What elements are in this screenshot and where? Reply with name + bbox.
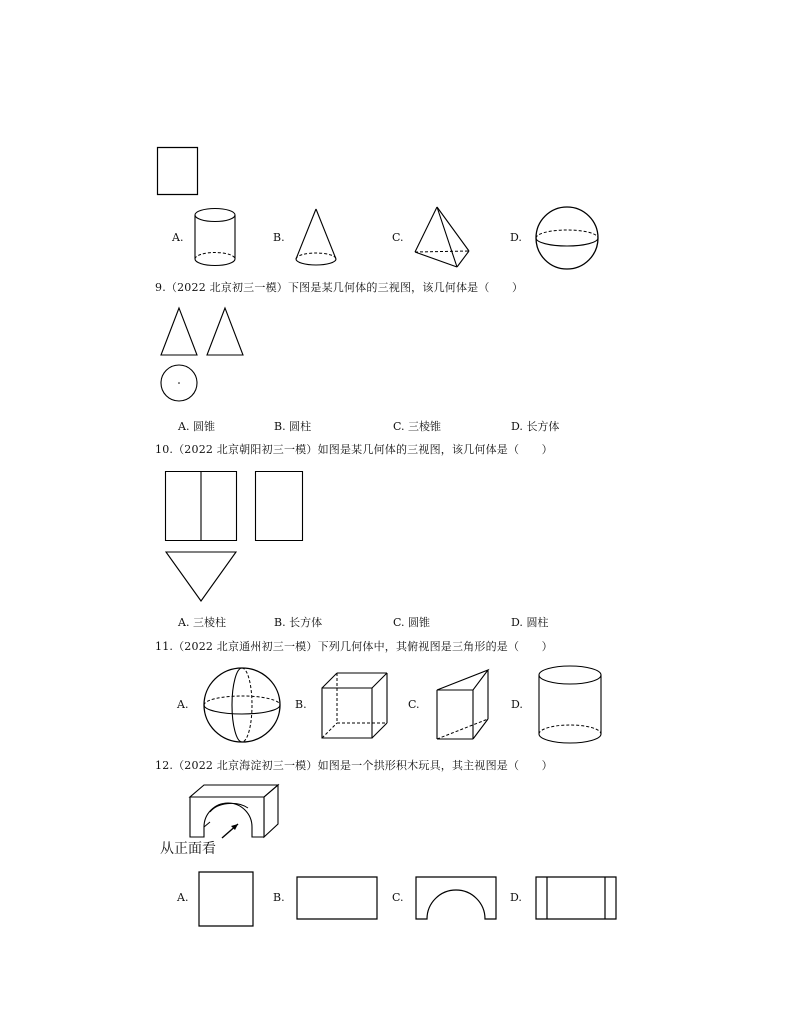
q10-option-b-letter: B. [274,616,286,629]
q9-option-b-letter: B. [274,420,286,433]
arch-view-icon[interactable] [415,876,499,922]
q9-option-c[interactable] [393,418,441,434]
arch-block-figure [188,782,282,840]
q10-option-a-letter: A. [178,616,190,629]
q11-option-c-letter: C. [408,698,420,711]
cylinder-icon[interactable] [192,207,238,269]
rectangle-view-icon[interactable] [296,876,380,922]
q10-option-c-text: 圆锥 [408,616,431,629]
q10-option-b[interactable] [274,614,322,630]
q10-top-view-triangle [165,551,239,603]
q12-stem: 12.（2022 北京海淀初三一模）如图是一个拱形积木玩具，其主视图是（ ） [155,759,553,772]
q10-side-view [255,471,305,543]
q12-option-c-letter: C. [392,891,404,904]
q10-option-c-letter: C. [393,616,405,629]
square-view-icon[interactable] [198,871,256,929]
q9-option-a-letter: A. [178,420,190,433]
q12-option-b-letter: B. [273,891,285,904]
q9-front-view-triangle [160,307,200,357]
q9-option-b[interactable] [274,418,311,434]
q9-stem: 9.（2022 北京初三一模）下图是某几何体的三视图，该几何体是（ ） [155,281,524,294]
q9-option-d-text: 长方体 [526,420,560,433]
cone-icon[interactable] [294,207,338,271]
q9-option-c-text: 三棱锥 [408,420,442,433]
q12-view-caption: 从正面看 [160,841,216,857]
q9-side-view-triangle [206,307,246,357]
q11-option-b-letter: B. [295,698,307,711]
q8-view-rectangle [157,147,199,197]
cube-icon[interactable] [320,671,390,741]
q10-option-a[interactable] [178,614,226,630]
q11-option-a-letter: A. [177,698,189,711]
q12-option-d-letter: D. [510,891,522,904]
q9-top-view-circle [160,364,200,404]
q8-option-c-letter: C. [392,231,404,244]
q9-option-d-letter: D. [511,420,523,433]
q10-option-c[interactable] [393,614,430,630]
triangular-pyramid-icon[interactable] [412,205,472,271]
q11-stem: 11.（2022 北京通州初三一模）下列几何体中，其俯视图是三角形的是（ ） [155,640,553,653]
q8-option-d-letter: D. [510,231,522,244]
q8-option-b-letter: B. [273,231,285,244]
q10-option-d-text: 圆柱 [526,616,549,629]
q9-option-a[interactable] [178,418,215,434]
q9-option-d[interactable] [511,418,559,434]
q10-front-view [165,471,239,543]
banded-rectangle-view-icon[interactable] [535,876,619,922]
sphere-icon[interactable] [534,205,600,271]
triangular-prism-icon[interactable] [434,667,496,743]
q10-option-d[interactable] [511,614,548,630]
q10-option-d-letter: D. [511,616,523,629]
sphere-icon[interactable] [202,666,282,744]
q11-option-d-letter: D. [511,698,523,711]
q8-option-a-letter: A. [172,231,184,244]
cylinder-icon[interactable] [536,664,606,746]
q12-option-a-letter: A. [177,891,189,904]
q9-option-c-letter: C. [393,420,405,433]
q10-stem: 10.（2022 北京朝阳初三一模）如图是某几何体的三视图，该几何体是（ ） [155,443,553,456]
q9-option-b-text: 圆柱 [289,420,312,433]
q10-option-a-text: 三棱柱 [192,616,226,629]
q10-option-b-text: 长方体 [289,616,323,629]
q9-option-a-text: 圆锥 [192,420,215,433]
